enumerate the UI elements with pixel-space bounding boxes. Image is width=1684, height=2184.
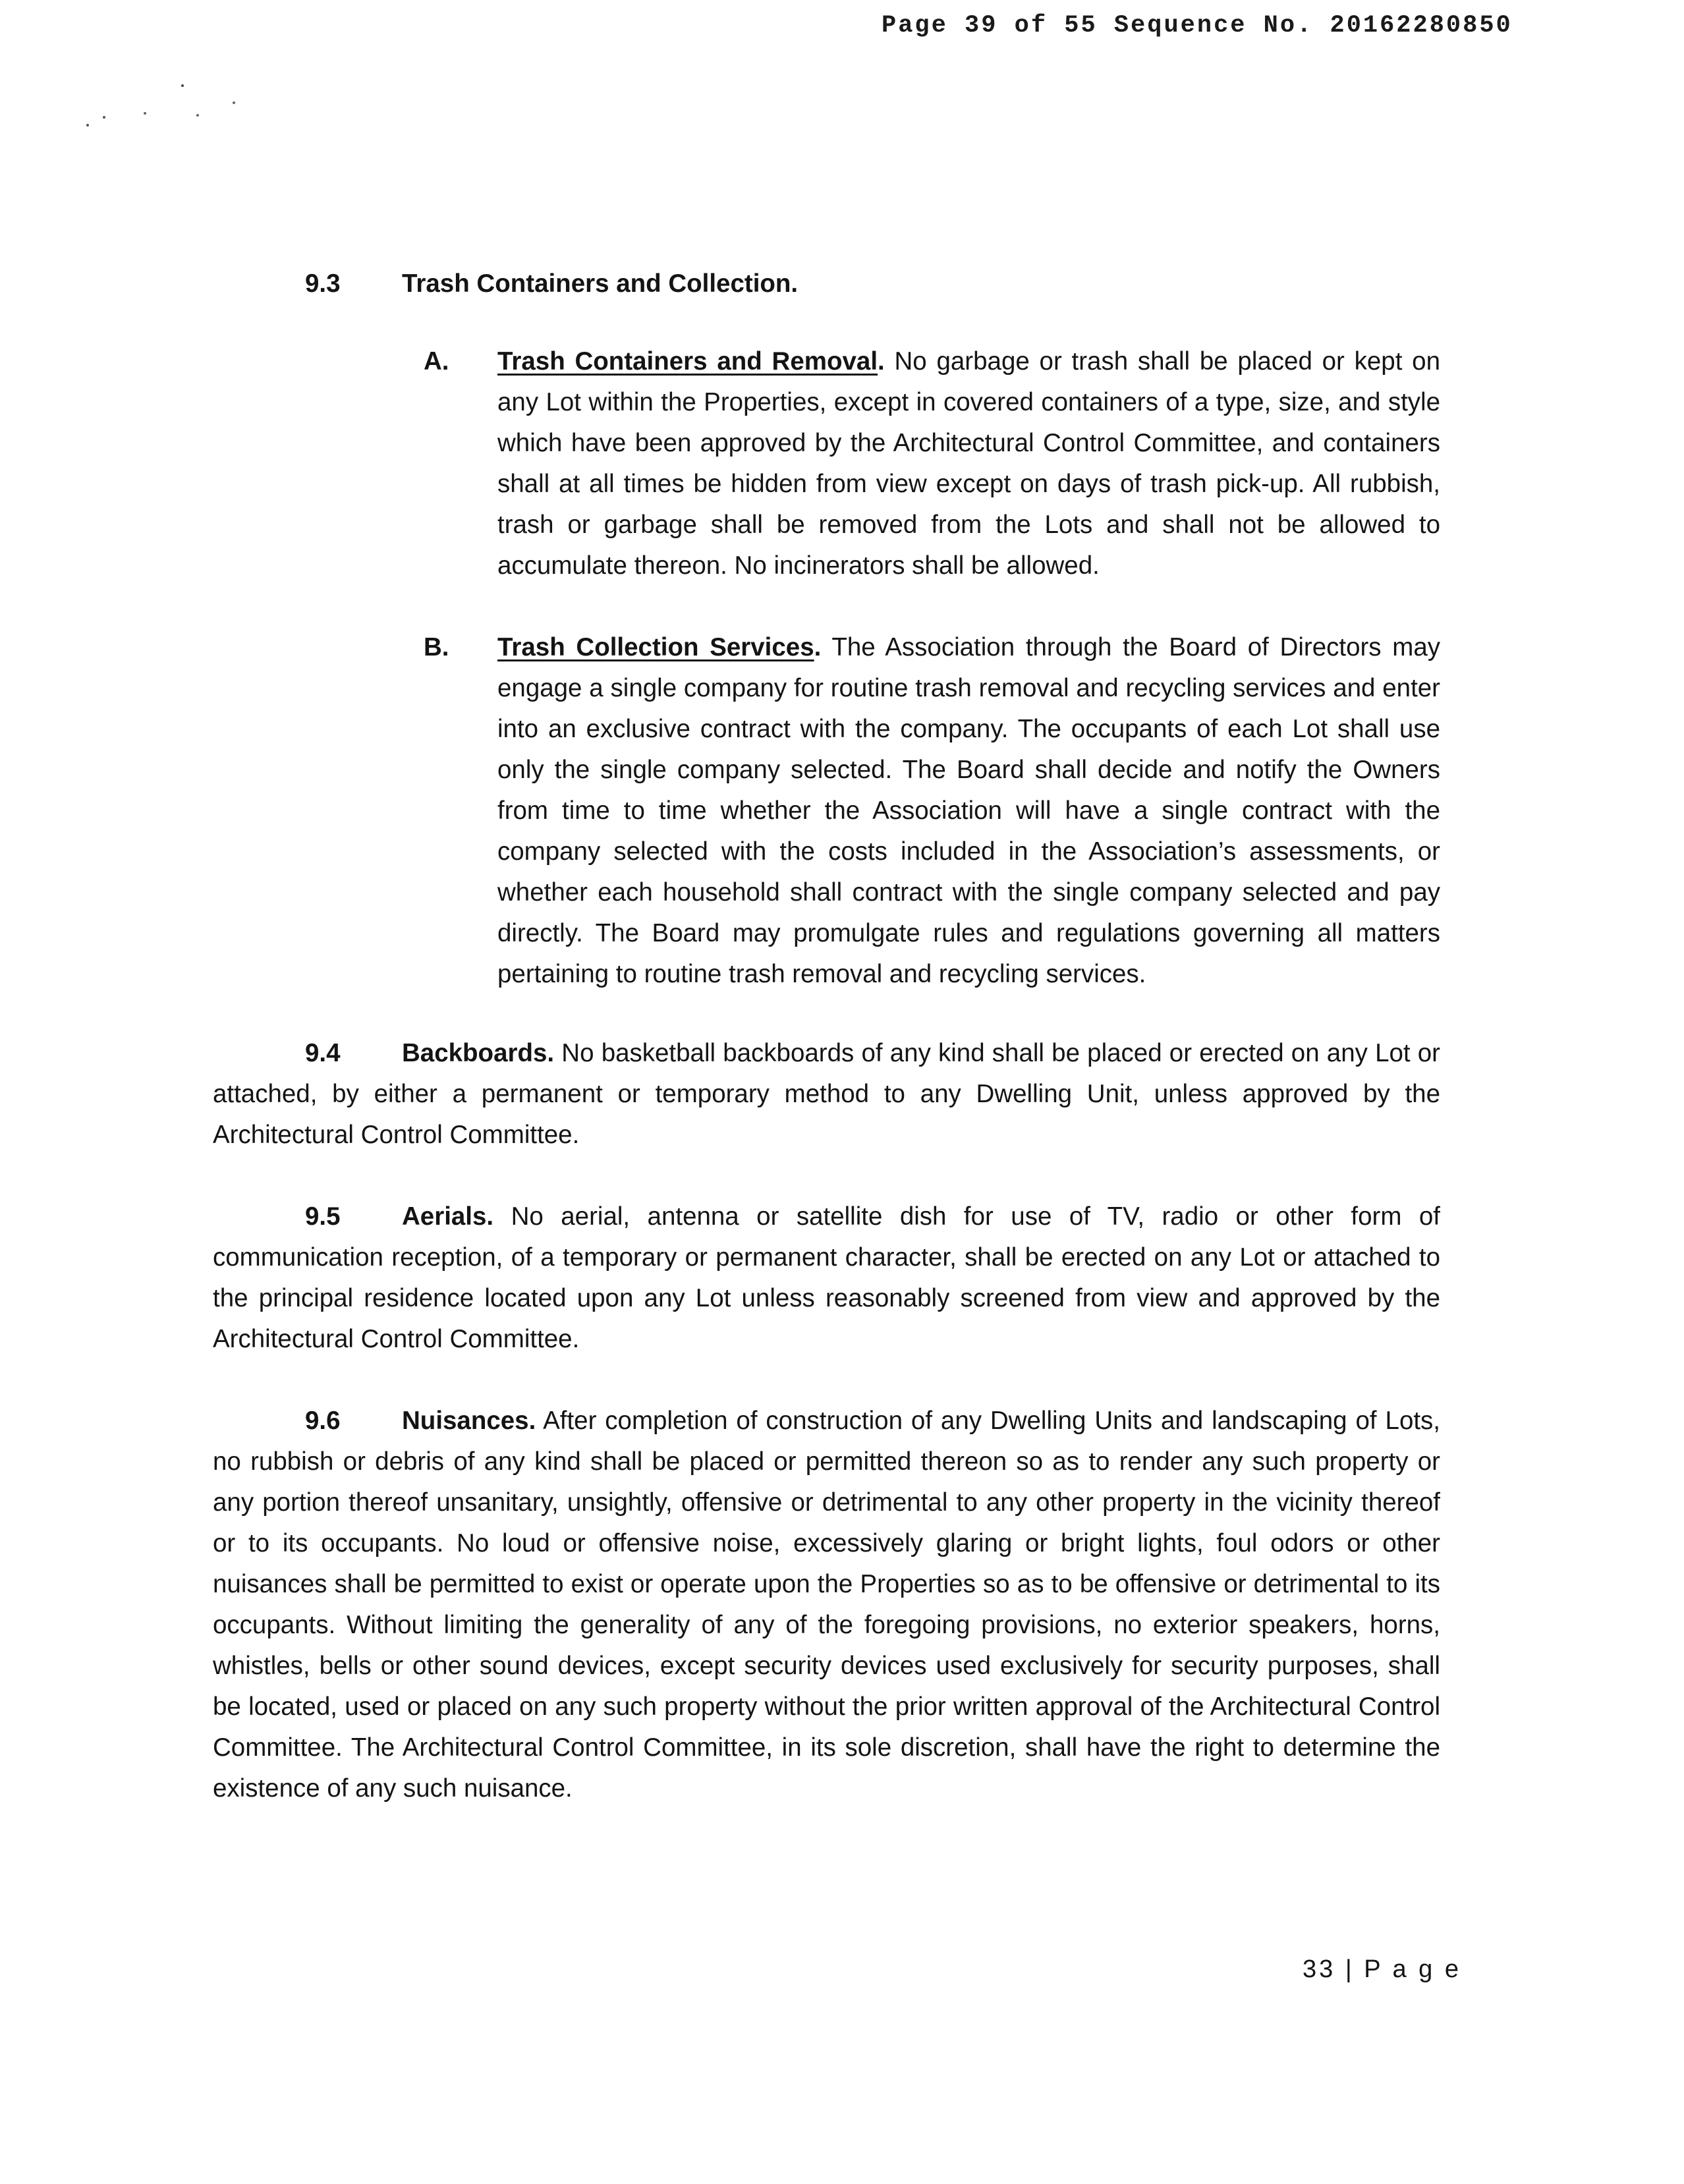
section-title: Aerials. <box>402 1202 494 1231</box>
subsection-text: No garbage or trash shall be placed or kept on any Lot within the Properties, except in covered containers of a type, size, and style which have been approved by the Architectural Control Committee, and containers shall at all times be hidden from view except on days of trash pick-up. All rubbish, trash or garbage shall be removed from the Lots and shall not be allowed to accumulate thereon. No incinerators shall be allowed. <box>497 347 1440 580</box>
document-body <box>213 264 1440 1850</box>
subsection-heading: Trash Collection Services <box>497 633 814 661</box>
subsection-letter: A. <box>424 347 449 376</box>
section-title: Nuisances. <box>402 1407 536 1435</box>
section-text: After completion of construction of any Dwelling Units and landscaping of Lots, no rubbish or debris of any kind shall be placed or permitted thereon so as to render any such property or any portion thereof unsanitary, unsightly, offensive or detrimental to any other property in the vicinity thereof or to its occupants. No loud or offensive noise, excessively glaring or bright lights, foul odors or other nuisances shall be permitted to exist or operate upon the Properties so as to be offensive or detrimental to its occupants. Without limiting the generality of any of the foregoing provisions, no exterior speakers, horns, whistles, bells or other sound devices, except security devices used exclusively for security purposes, shall be located, used or placed on any such property without the prior written approval of the Architectural Control Committee. The Architectural Control Committee, in its sole discretion, shall have the right to determine the existence of any such nuisance. <box>213 1407 1440 1803</box>
recording-stamp: Page 39 of 55 Sequence No. 20162280850 <box>882 12 1513 40</box>
section-number: 9.3 <box>305 269 341 298</box>
section-number: 9.5 <box>305 1202 341 1231</box>
page-number-footer: 33 | P a g e <box>1303 1955 1461 1983</box>
section-text: No basketball backboards of any kind shall be placed or erected on any Lot or attached, by either a permanent or temporary method to any Dwelling Unit, unless approved by the Architectural Control Committee. <box>213 1039 1440 1149</box>
section-9-3-heading <box>213 264 1440 304</box>
section-title: Trash Containers and Collection. <box>402 269 799 298</box>
subsection-heading: Trash Containers and Removal <box>497 347 878 376</box>
subsection-text: The Association through the Board of Directors may engage a single company for routine trash removal and recycling services and enter into an exclusive contract with the company. The occupants of each Lot shall use only the single company selected. The Board shall decide and notify the Owners from time to time whether the Association will have a single contract with the company selected with the costs included in the Association’s assessments, or whether each household shall contract with the single company selected and pay directly. The Board may promulgate rules and regulations governing all matters pertaining to routine trash removal and recycling services. <box>497 633 1440 988</box>
section-number: 9.6 <box>305 1407 341 1435</box>
subsection-b: B. Trash Collection Services. The Association through the Board of Directors may engage a single company for routine trash removal and recycling services and enter into an exclusive contract with the company. The occupants of each Lot shall use only the single company selected. The Board shall decide and notify the Owners from time to time whether the Association will have a single contract with the company selected with the costs included in the Association’s assessments, or whether each household shall contract with the single company selected and pay directly. The Board may promulgate rules and regulations governing all matters pertaining to routine trash removal and recycling services. <box>213 627 1440 995</box>
section-9-4 <box>213 1033 1440 1156</box>
section-9-6 <box>213 1401 1440 1809</box>
section-title: Backboards. <box>402 1039 555 1067</box>
subsection-letter: B. <box>424 633 449 661</box>
scan-specks <box>86 79 250 138</box>
section-number: 9.4 <box>305 1039 341 1067</box>
subsection-a: A. Trash Containers and Removal. No garbage or trash shall be placed or kept on any Lot within the Properties, except in covered containers of a type, size, and style which have been approved by the Architectural Control Committee, and containers shall at all times be hidden from view except on days of trash pick-up. All rubbish, trash or garbage shall be removed from the Lots and shall not be allowed to accumulate thereon. No incinerators shall be allowed. <box>213 341 1440 586</box>
section-9-5 <box>213 1196 1440 1360</box>
section-text: No aerial, antenna or satellite dish for use of TV, radio or other form of communication reception, of a temporary or permanent character, shall be erected on any Lot or attached to the principal residence located upon any Lot unless reasonably screened from view and approved by the Architectural Control Committee. <box>213 1202 1440 1353</box>
